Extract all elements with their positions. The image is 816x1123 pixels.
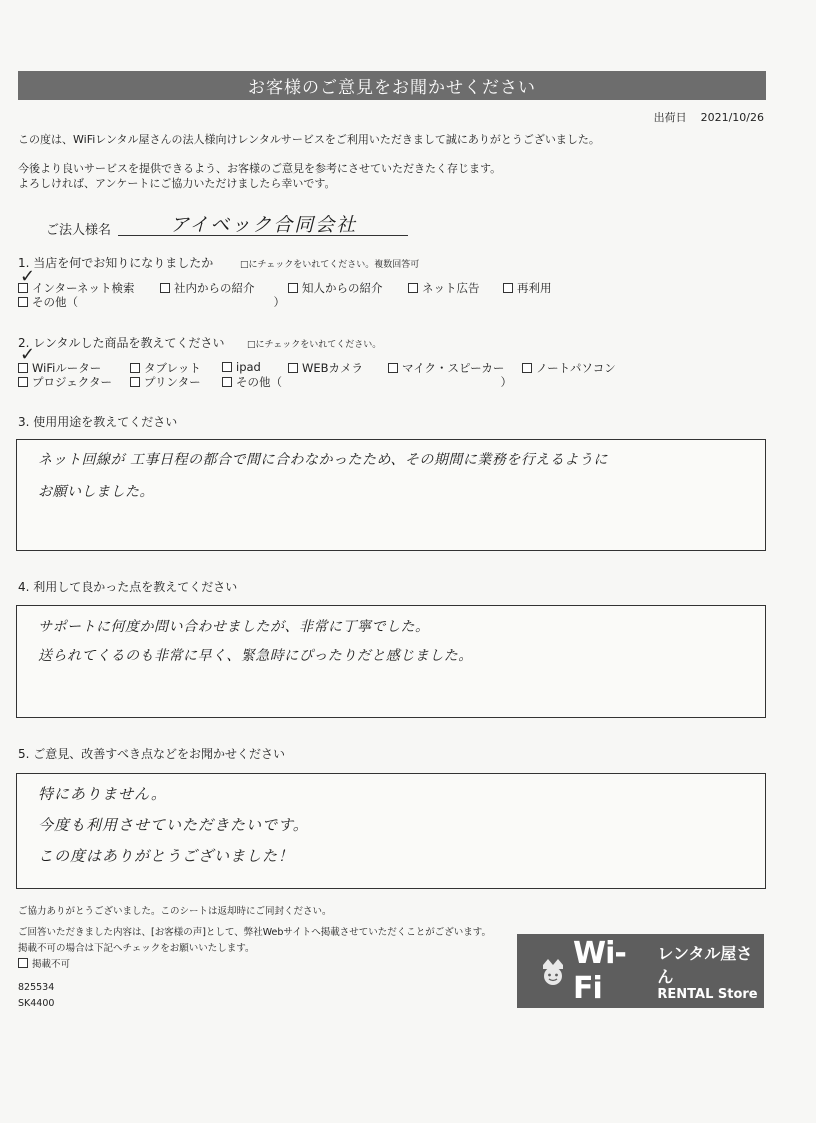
check-mark-icon: ✓ xyxy=(20,344,36,365)
q5-answer-line-2: 今度も利用させていただきたいです。 xyxy=(38,816,309,834)
footer-code-1: 825534 xyxy=(18,982,55,993)
q1-option-label: 知人からの紹介 xyxy=(302,281,383,295)
checkbox-icon[interactable] xyxy=(222,362,232,372)
q1-option-other[interactable] xyxy=(18,294,285,310)
q3-title: 3. 使用用途を教えてください xyxy=(18,415,178,429)
q2-option-other[interactable] xyxy=(222,374,512,390)
q2-option-label: タブレット xyxy=(144,361,201,375)
q2-option-label: マイク・スピーカー xyxy=(402,361,505,375)
q5-answer-line-3: この度はありがとうございました！ xyxy=(38,847,295,865)
q2-option-projector[interactable] xyxy=(18,374,112,390)
q1-option-label: その他（ ） xyxy=(32,295,285,309)
q3-answer-line-1: ネット回線が 工事日程の都合で間に合わなかったため、その期間に業務を行えるように xyxy=(38,452,608,468)
checkbox-icon[interactable] xyxy=(18,297,28,307)
checkbox-icon[interactable] xyxy=(18,958,28,968)
q1-option-reuse[interactable] xyxy=(503,280,552,296)
no-publish-label: 掲載不可 xyxy=(32,959,71,970)
mascot-icon xyxy=(537,955,569,987)
q2-option-label: プロジェクター xyxy=(32,375,113,389)
company-logo xyxy=(517,934,764,1008)
company-label: ご法人様名 xyxy=(46,223,112,238)
check-mark-icon: ✓ xyxy=(20,266,36,287)
q2-option-label: ipad xyxy=(236,360,261,374)
q4-answer-line-1: サポートに何度か問い合わせましたが、非常に丁寧でした。 xyxy=(38,619,430,635)
logo-jp-text: レンタル屋さん xyxy=(657,943,753,986)
q1-option-label: 再利用 xyxy=(517,281,552,295)
checkbox-icon[interactable] xyxy=(408,283,418,293)
q1-option-web-ad[interactable] xyxy=(408,280,480,296)
checkbox-icon[interactable] xyxy=(503,283,513,293)
checkbox-icon[interactable] xyxy=(522,363,532,373)
page-title: お客様のご意見をお聞かせください xyxy=(18,71,766,100)
ship-date xyxy=(654,109,764,125)
q2-option-label: WEBカメラ xyxy=(302,361,364,375)
intro-line-3: よろしければ、アンケートにご協力いただけましたら幸いです。 xyxy=(18,177,336,190)
q2-option-ipad[interactable] xyxy=(222,360,261,374)
q1-option-acquaintance[interactable] xyxy=(288,280,383,296)
checkbox-icon[interactable] xyxy=(388,363,398,373)
logo-en-text: RENTAL Store xyxy=(657,986,758,1002)
checkbox-icon[interactable] xyxy=(160,283,170,293)
q3-answer-line-2: お願いしました。 xyxy=(38,484,154,500)
q2-note: □にチェックをいれてください。 xyxy=(247,340,382,350)
footer-thanks: ご協力ありがとうございました。このシートは返却時にご同封ください。 xyxy=(18,906,332,917)
ship-date-value: 2021/10/26 xyxy=(700,111,764,124)
q1-option-label: 社内からの紹介 xyxy=(174,281,255,295)
checkbox-icon[interactable] xyxy=(222,377,232,387)
checkbox-icon[interactable] xyxy=(130,363,140,373)
logo-wifi-text: Wi-Fi xyxy=(573,936,626,1006)
q2-option-label: その他（ ） xyxy=(236,375,512,389)
company-name-field[interactable]: アイベック合同会社 xyxy=(170,214,358,236)
q2-title: 2. レンタルした商品を教えてください xyxy=(18,336,225,350)
q1-note: □にチェックをいれてください。複数回答可 xyxy=(240,260,420,270)
footer-publish-note-2: 掲載不可の場合は下記へチェックをお願いいたします。 xyxy=(18,943,255,954)
q1-option-label: インターネット検索 xyxy=(32,281,135,295)
q2-option-label: プリンター xyxy=(144,375,201,389)
intro-line-2: 今後より良いサービスを提供できるよう、お客様のご意見を参考にさせていただきたく存じます。 xyxy=(18,162,502,175)
checkbox-icon[interactable] xyxy=(130,377,140,387)
checkbox-icon[interactable] xyxy=(288,363,298,373)
q5-answer-line-1: 特にありません。 xyxy=(38,785,167,803)
q4-title: 4. 利用して良かった点を教えてください xyxy=(18,580,238,594)
q4-answer-line-2: 送られてくるのも非常に早く、緊急時にぴったりだと感じました。 xyxy=(38,648,473,664)
footer-code-2: SK4400 xyxy=(18,998,55,1009)
q2-option-laptop[interactable] xyxy=(522,360,616,376)
q5-title: 5. ご意見、改善すべき点などをお聞かせください xyxy=(18,747,286,761)
no-publish-option[interactable] xyxy=(18,956,70,970)
q1-title: 1. 当店を何でお知りになりましたか xyxy=(18,256,214,270)
checkbox-icon[interactable] xyxy=(288,283,298,293)
q1-option-label: ネット広告 xyxy=(422,281,480,295)
checkbox-icon[interactable] xyxy=(18,377,28,387)
ship-date-label: 出荷日 xyxy=(653,111,687,124)
q2-option-label: WiFiルーター xyxy=(32,361,102,375)
q2-option-label: ノートパソコン xyxy=(536,361,616,375)
company-underline xyxy=(118,235,408,236)
q2-option-printer[interactable] xyxy=(130,374,201,390)
footer-publish-note-1: ご回答いただきました内容は、[お客様の声]として、弊社Webサイトへ掲載させていただくことがございます。 xyxy=(18,927,492,938)
intro-line-1: この度は、WiFiレンタル屋さんの法人様向けレンタルサービスをご利用いただきまして誠にありがとうございました。 xyxy=(18,133,600,146)
